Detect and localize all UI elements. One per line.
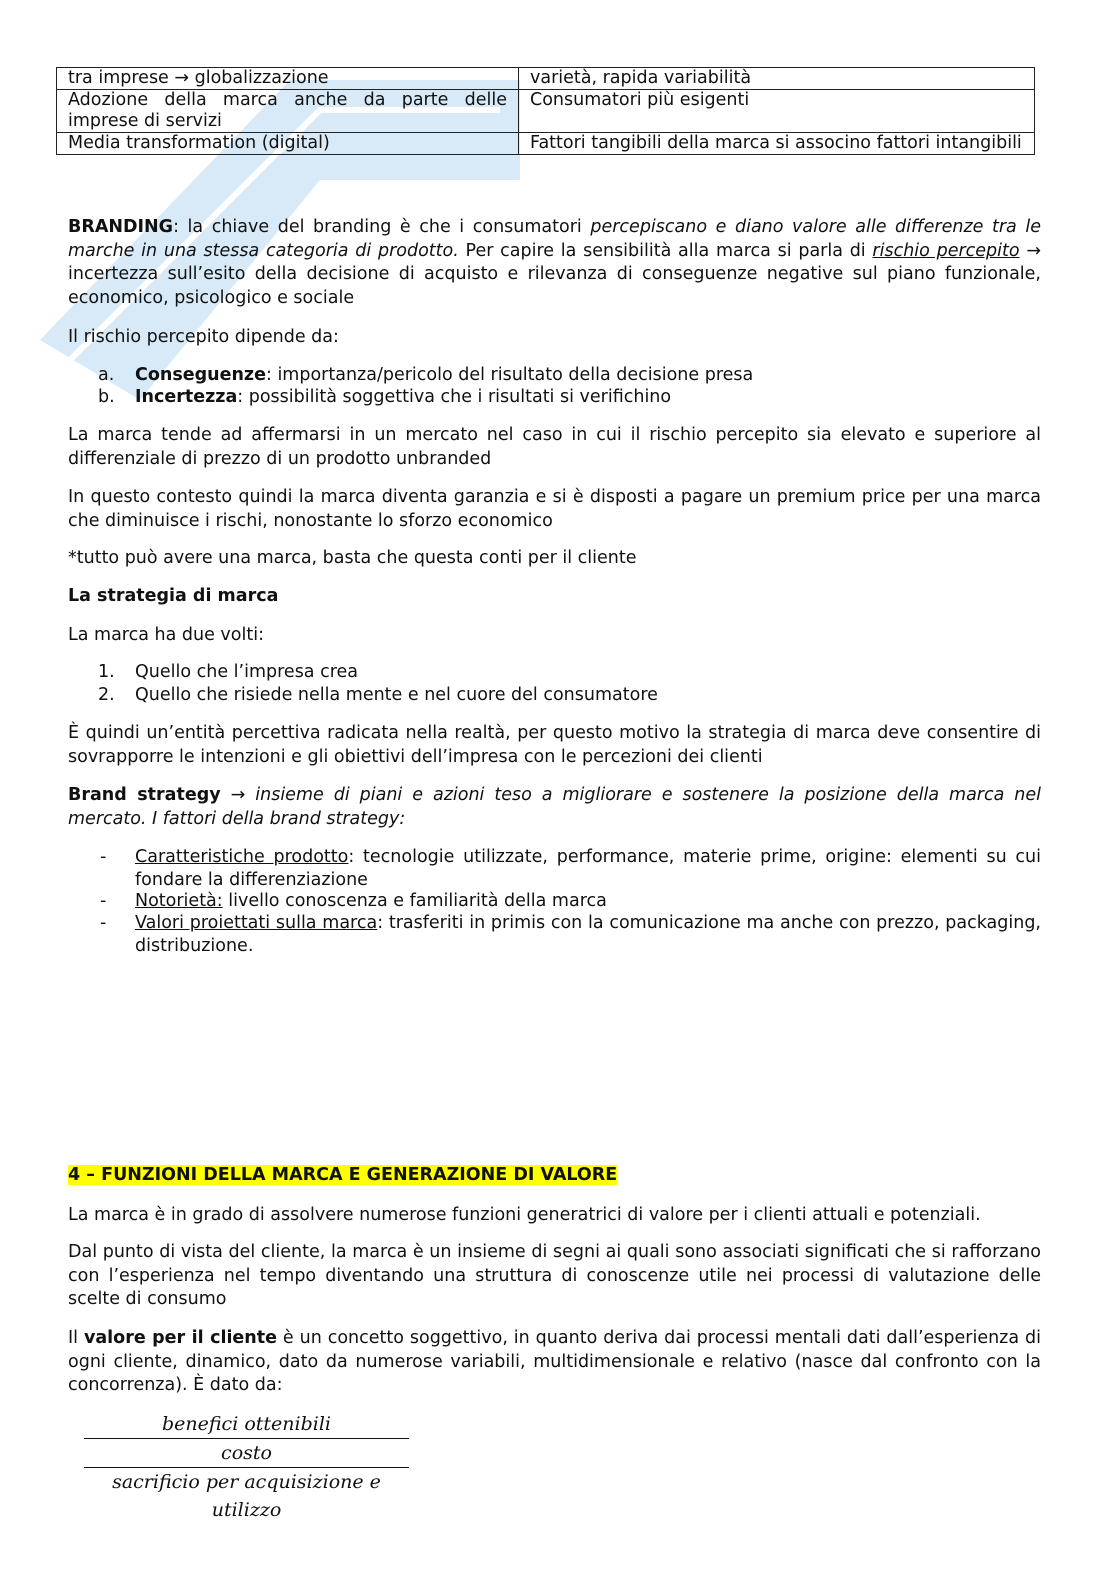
formula-numerator: benefici ottenibili: [84, 1410, 409, 1439]
rischio-percepito-term: rischio percepito: [872, 240, 1020, 261]
formula-middle: costo: [84, 1439, 409, 1468]
branding-paragraph: [68, 216, 1041, 310]
text: : la chiave del branding è che i consumatori: [173, 217, 591, 237]
section-4-heading: [68, 1164, 1041, 1188]
list-marker: -: [100, 891, 107, 911]
list-text: : importanza/pericolo del risultato della decisione presa: [265, 365, 754, 385]
list-marker: 1.: [98, 662, 115, 682]
valore-term: valore per il cliente: [83, 1328, 277, 1348]
paragraph: La marca ha due volti:: [68, 625, 264, 645]
paragraph: *tutto può avere una marca, basta che questa conti per il cliente: [68, 548, 637, 568]
arrow: →: [220, 785, 256, 805]
text: Il: [68, 1328, 84, 1348]
table-cell: tra imprese → globalizzazione: [57, 68, 519, 90]
table-row: [57, 68, 1035, 90]
list-item: [68, 364, 1041, 387]
table-cell: Consumatori più esigenti: [519, 90, 1035, 133]
list-marker: 2.: [98, 685, 115, 705]
brand-strategy-paragraph: [68, 784, 1041, 831]
list-term: Valori proiettati sulla marca: [135, 913, 378, 933]
table-cell: Adozione della marca anche da parte delle imprese di servizi: [57, 90, 519, 133]
highlighted-heading: 4 – FUNZIONI DELLA MARCA E GENERAZIONE DI VALORE: [68, 1165, 618, 1185]
list-item: [68, 661, 1041, 684]
text: è un concetto soggettivo, in quanto deriva dai processi mentali dati dall’esperienza di ogni cliente, dinamico, dato da numerose variabili, multidimensionale e relativo (nasce dal confronto con la concorrenza). È dato da:: [68, 1328, 1041, 1395]
list-term: Notorietà:: [135, 891, 223, 911]
list-text: : trasferiti in primis con la comunicazione ma anche con prezzo, packaging, distribuzione.: [135, 913, 1041, 956]
value-formula: [84, 1410, 409, 1521]
list-term: Incertezza: [135, 387, 238, 407]
list-marker: -: [100, 847, 107, 867]
list-text: : possibilità soggettiva che i risultati si verifichino: [237, 387, 672, 407]
emphasis: insieme di piani e azioni teso a migliorare e sostenere la posizione della marca nel mercato. I fattori della brand strategy:: [68, 785, 1042, 829]
list-item: [68, 846, 1041, 892]
brand-strategy-term: Brand strategy: [68, 785, 221, 805]
table-cell: varietà, rapida variabilità: [519, 68, 1035, 90]
paragraph: In questo contesto quindi la marca diventa garanzia e si è disposti a pagare un premium price per una marca che diminuisce i rischi, nonostante lo sforzo economico: [68, 487, 1041, 531]
list-item: [68, 912, 1041, 958]
table-cell: Fattori tangibili della marca si associno fattori intangibili: [519, 133, 1035, 155]
list-item: [68, 890, 1041, 913]
paragraph: La marca tende ad affermarsi in un mercato nel caso in cui il rischio percepito sia elevato e superiore al differenziale di prezzo di un prodotto unbranded: [68, 425, 1041, 469]
list-marker: -: [100, 913, 107, 933]
list-marker: a.: [98, 365, 115, 385]
table-row: [57, 90, 1035, 133]
list-text: Quello che l’impresa crea: [135, 662, 359, 682]
rischio-intro: Il rischio percepito dipende da:: [68, 327, 339, 347]
section-heading: La strategia di marca: [68, 586, 279, 606]
list-term: Conseguenze: [135, 365, 266, 385]
list-marker: b.: [98, 387, 115, 407]
table-cell: Media transformation (digital): [57, 133, 519, 155]
list-item: [68, 386, 1041, 409]
paragraph: La marca è in grado di assolvere numerose funzioni generatrici di valore per i clienti attuali e potenziali.: [68, 1205, 981, 1225]
emphasis: percepiscano e diano valore alle differenze tra le marche in una stessa categoria di prodotto.: [68, 217, 1041, 261]
list-text: Quello che risiede nella mente e nel cuore del consumatore: [135, 685, 658, 705]
list-text: : tecnologie utilizzate, performance, materie prime, origine: elementi su cui fondare la differenziazione: [135, 847, 1041, 890]
formula-denominator: sacrificio per acquisizione e utilizzo: [112, 1471, 381, 1521]
branding-term: BRANDING: [68, 217, 174, 237]
list-text: livello conoscenza e familiarità della marca: [222, 891, 607, 911]
paragraph: È quindi un’entità percettiva radicata nella realtà, per questo motivo la strategia di marca deve consentire di sovrapporre le intenzioni e gli obiettivi dell’impresa con le percezioni dei clienti: [68, 723, 1041, 767]
list-item: [68, 684, 1041, 707]
valore-paragraph: [68, 1327, 1041, 1398]
text: → incertezza sull’esito della decisione di acquisto e rilevanza di conseguenze negative sul piano funzionale, economico, psicologico e sociale: [68, 240, 1041, 308]
paragraph: Dal punto di vista del cliente, la marca è un insieme di segni ai quali sono associati significati che si rafforzano con l’esperienza nel tempo diventando una struttura di conoscenze utile nei processi di valutazione delle scelte di consumo: [68, 1242, 1041, 1309]
text: Per capire la sensibilità alla marca si parla di: [458, 240, 873, 261]
list-term: Caratteristiche prodotto: [135, 847, 349, 867]
comparison-table: [56, 67, 1035, 155]
table-row: [57, 133, 1035, 155]
